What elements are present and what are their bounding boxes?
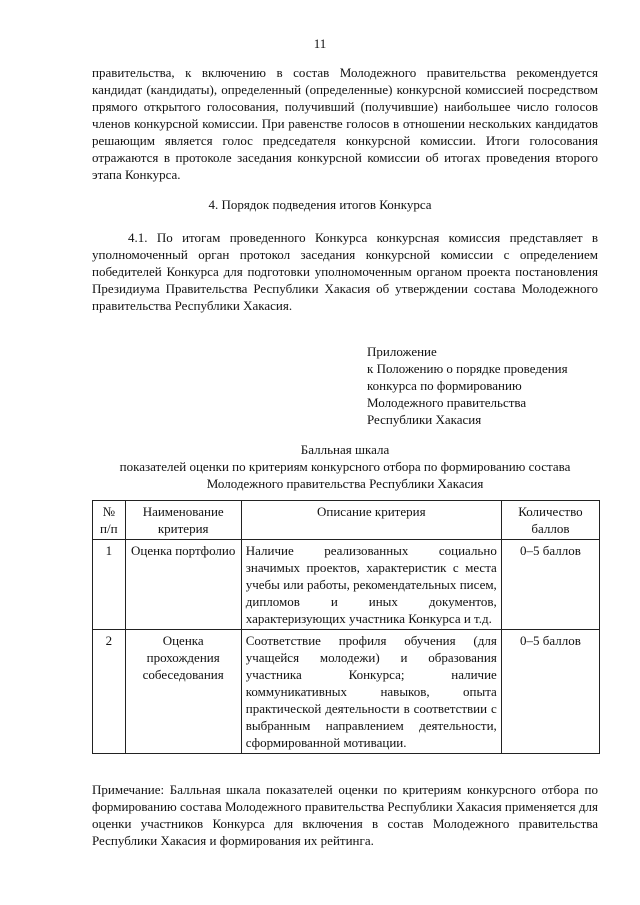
row-score: 0–5 баллов [501, 630, 599, 754]
criteria-table [92, 500, 600, 754]
table-header-row [93, 501, 600, 540]
table-row [93, 630, 600, 754]
section-paragraph: 4.1. По итогам проведенного Конкурса конкурсная комиссия представляет в уполномоченный орган протокол заседания конкурсной комиссии с определением победителей Конкурса для подготовки уполномоченным органом проекта постановления Президиума Правительства Республики Хакасия об утверждении состава Молодежного правительства Республики Хакасия. [92, 230, 598, 313]
section-heading: 4. Порядок подведения итогов Конкурса [208, 197, 432, 212]
note-paragraph: Примечание: Балльная шкала показателей оценки по критериям конкурсного отбора по формированию состава Молодежного правительства Республики Хакасия применяется для оценки участников Конкурса для включения в состав Молодежного правительства Республики Хакасия и формирования их рейтинга. [92, 782, 598, 848]
row-desc: Наличие реализованных социально значимых проектов, характеристик с места учебы или работы, рекомендательных писем, дипломов и иных документов, характеризующих участника Конкурса и т.д. [241, 540, 501, 630]
header-num: № п/п [93, 501, 126, 540]
appendix-block [367, 343, 568, 428]
header-desc: Описание критерия [241, 501, 501, 540]
row-name: Оценка прохождения собеседования [125, 630, 241, 754]
appendix-line: к Положению о порядке проведения [367, 361, 568, 376]
row-num: 2 [93, 630, 126, 754]
appendix-line: Республики Хакасия [367, 412, 482, 427]
scale-title [80, 441, 610, 492]
row-num: 1 [93, 540, 126, 630]
scale-title-line: показателей оценки по критериям конкурсного отбора по формированию состава [119, 459, 571, 474]
row-desc: Соответствие профиля обучения (для учащейся молодежи) и образования участника Конкурса; наличие коммуникативных навыков, опыта практической деятельности в соответствии с выбранным направлением деятельности, сформированной мотивации. [241, 630, 501, 754]
header-score: Количество баллов [501, 501, 599, 540]
table-row [93, 540, 600, 630]
appendix-line: конкурса по формированию [367, 378, 522, 393]
header-name: Наименование критерия [125, 501, 241, 540]
page-number: 11 [313, 36, 327, 51]
row-name: Оценка портфолио [125, 540, 241, 630]
intro-paragraph: правительства, к включению в состав Молодежного правительства рекомендуется кандидат (кандидаты), определенный (определенные) конкурсной комиссией посредством прямого открытого голосования, получивший (получившие) наибольшее число голосов членов конкурсной комиссии. При равенстве голосов в отношении нескольких кандидатов решающим является голос председателя конкурсной комиссии. Итоги голосования отражаются в протоколе заседания конкурсной комиссии об итогах проведения второго этапа Конкурса. [92, 65, 598, 182]
scale-title-line: Балльная шкала [300, 442, 390, 457]
appendix-line: Приложение [367, 344, 437, 359]
scale-title-line: Молодежного правительства Республики Хакасия [206, 476, 484, 491]
row-score: 0–5 баллов [501, 540, 599, 630]
appendix-line: Молодежного правительства [367, 395, 527, 410]
